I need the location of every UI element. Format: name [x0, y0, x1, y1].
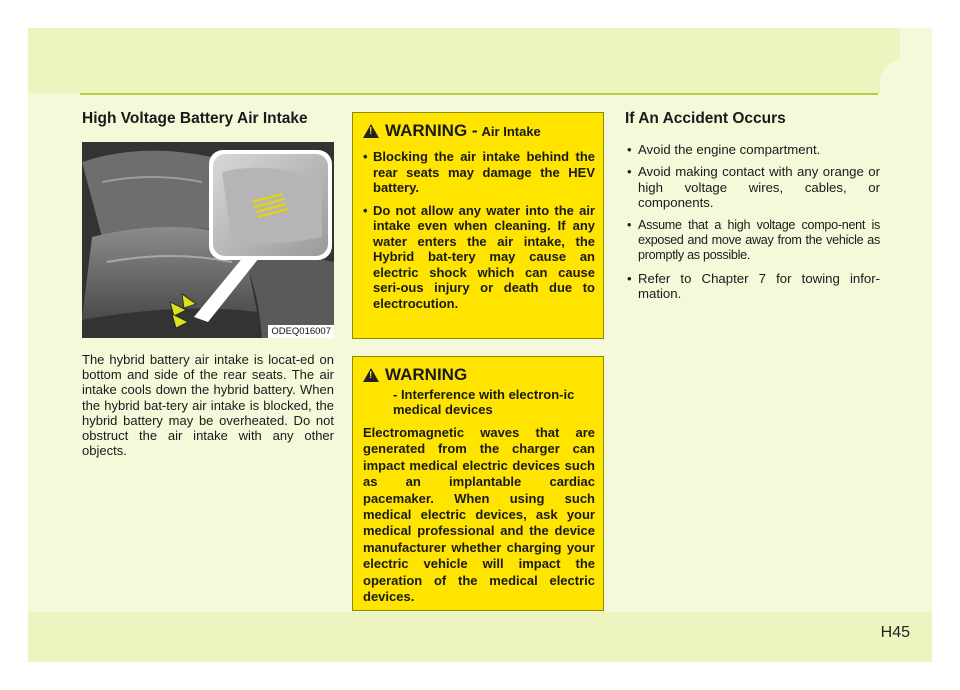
warning-list	[363, 149, 595, 311]
warning-triangle-icon	[363, 368, 379, 382]
section-title: High Voltage Battery Air Intake	[82, 110, 308, 127]
warning-header	[363, 365, 595, 385]
list-item: • Refer to Chapter 7 for towing infor-mation.	[625, 271, 880, 302]
warning-item: • Blocking the air intake behind the rear seats may damage the HEV battery.	[363, 149, 595, 196]
warning-subtitle: - Interference with electron-ic medical devices	[393, 387, 575, 417]
list-item: • Assume that a high voltage compo-nent is exposed and move away from the vehicle as promptly as possible.	[625, 218, 880, 264]
footer-band	[28, 612, 932, 662]
rear-seat-illustration	[82, 142, 334, 338]
rear-seat-figure	[82, 142, 334, 338]
warning-body: Electromagnetic waves that are generated from the charger can impact medical electric devices such as an implantable cardiac pacemaker. When using such medical electric devices, ask your medical professional and the device manufacturer whether charging your electric vehicle will impact the operation of the medical electric devices.	[363, 425, 595, 605]
warning-air-intake	[352, 112, 604, 339]
warning-item: • Do not allow any water into the air intake even when cleaning. If any water enters the air intake, the Hybrid bat-tery may cause an electric shock which can cause seri-ous injury or death due to electrocution.	[363, 203, 595, 312]
warning-title: WARNING	[385, 365, 468, 384]
section-body: The hybrid battery air intake is locat-ed on bottom and side of the rear seats. The air intake cools down the hybrid battery. When the hybrid bat-tery air intake is blocked, the hybrid battery may be overheated. Do not obstruct the air intake with any other objects.	[82, 352, 334, 459]
warning-title: WARNING -	[385, 121, 478, 140]
warning-medical-devices	[352, 356, 604, 611]
warning-subtitle: Air Intake	[481, 123, 541, 139]
list-item: • Avoid making contact with any orange or high voltage wires, cables, or components.	[625, 164, 880, 210]
warning-header	[363, 121, 595, 141]
list-item: • Avoid the engine compartment.	[625, 142, 880, 157]
header-band	[28, 28, 900, 94]
header-corner	[880, 60, 932, 94]
section-title: If An Accident Occurs	[625, 110, 786, 127]
warning-triangle-icon	[363, 124, 379, 138]
accident-section	[625, 110, 880, 309]
figure-caption: ODEQ016007	[268, 325, 334, 338]
header-rule	[80, 93, 878, 95]
accident-list	[625, 142, 880, 302]
air-intake-section	[82, 110, 334, 458]
page-number: H45	[880, 624, 910, 641]
